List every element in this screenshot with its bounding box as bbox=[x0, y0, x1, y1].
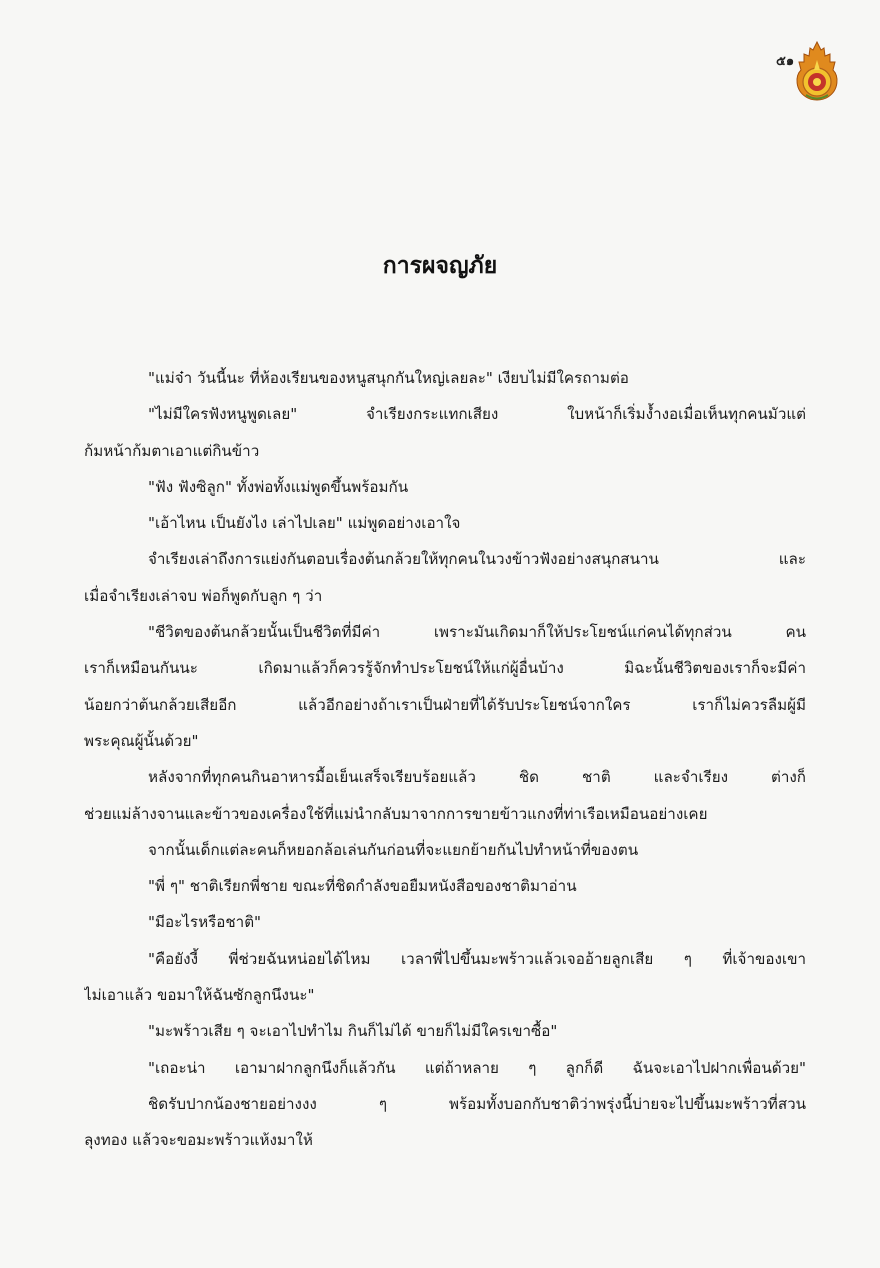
text-line: "แม่จ๋า วันนี้นะ ที่ห้องเรียนของหนูสนุกกันใหญ่เลยละ" เงียบไม่มีใครถามต่อ bbox=[148, 369, 629, 387]
text-line: จำเรียงเล่าถึงการแย่งกันตอบเรื่องต้นกล้วยให้ทุกคนในวงข้าวฟังอย่างสนุกสนาน และ bbox=[148, 550, 806, 569]
text-line: "พี่ ๆ" ชาติเรียกพี่ชาย ขณะที่ชิดกำลังขอยืมหนังสือของชาติมาอ่าน bbox=[148, 877, 577, 896]
text-line: "ชีวิตของต้นกล้วยนั้นเป็นชีวิตที่มีค่า เพราะมันเกิดมาก็ให้ประโยชน์แก่คนได้ทุกส่วน คน bbox=[148, 623, 806, 642]
text-line: "ฟัง ฟังซิลูก" ทั้งพ่อทั้งแม่พูดขึ้นพร้อมกัน bbox=[148, 477, 409, 496]
text-line: "มีอะไรหรือชาติ" bbox=[148, 913, 262, 932]
text-line: "มะพร้าวเสีย ๆ จะเอาไปทำไม กินก็ไม่ได้ ขายก็ไม่มีใครเขาซื้อ" bbox=[148, 1022, 558, 1041]
text-line: ชิดรับปากน้องชายอย่างงง ๆ พร้อมทั้งบอกกับชาติว่าพรุ่งนี้บ่ายจะไปขึ้นมะพร้าวที่สวน bbox=[148, 1094, 806, 1113]
text-line: ก้มหน้าก้มตาเอาแต่กินข้าว bbox=[84, 441, 260, 460]
text-line: จากนั้นเด็กแต่ละคนก็หยอกล้อเล่นกันก่อนที่จะแยกย้ายกันไปทำหน้าที่ของตน bbox=[148, 840, 639, 859]
text-line: พระคุณผู้นั้นด้วย" bbox=[84, 731, 199, 750]
page-title: การผจญภัย bbox=[382, 253, 498, 279]
text-line: "คือยังงี้ พี่ช่วยฉันหน่อยได้ไหม เวลาพี่ไปขึ้นมะพร้าวแล้วเจออ้ายลูกเสีย ๆ ที่เจ้าของเขา bbox=[148, 949, 806, 968]
school-emblem bbox=[794, 40, 840, 102]
text-line: "เอ้าไหน เป็นยังไง เล่าไปเลย" แม่พูดอย่างเอาใจ bbox=[148, 514, 461, 533]
text-line: น้อยกว่าต้นกล้วยเสียอีก แล้วอีกอย่างถ้าเราเป็นฝ่ายที่ได้รับประโยชน์จากใคร เราก็ไม่ควรลืมผู้มี bbox=[84, 695, 806, 714]
text-line: เราก็เหมือนกันนะ เกิดมาแล้วก็ควรรู้จักทำประโยชน์ให้แก่ผู้อื่นบ้าง มิฉะนั้นชีวิตของเราก็จะมีค่า bbox=[84, 659, 806, 678]
text-line: เมื่อจำเรียงเล่าจบ พ่อก็พูดกับลูก ๆ ว่า bbox=[84, 586, 323, 605]
text-line: ช่วยแม่ล้างจานและข้าวของเครื่องใช้ที่แม่นำกลับมาจากการขายข้าวแกงที่ท่าเรือเหมือนอย่างเคย bbox=[84, 804, 708, 823]
text-line: หลังจากที่ทุกคนกินอาหารมื้อเย็นเสร็จเรียบร้อยแล้ว ชิด ชาติ และจำเรียง ต่างก็ bbox=[148, 768, 806, 787]
story-body bbox=[84, 360, 806, 1159]
text-line: "ไม่มีใครฟังหนูพูดเลย" จำเรียงกระแทกเสียง ใบหน้าก็เริ่มง้ำงอเมื่อเห็นทุกคนมัวแต่ bbox=[148, 405, 806, 424]
text-line: "เถอะน่า เอามาฝากลูกนึงก็แล้วกัน แต่ถ้าหลาย ๆ ลูกก็ดี ฉันจะเอาไปฝากเพื่อนด้วย" bbox=[148, 1058, 806, 1077]
text-line: ไม่เอาแล้ว ขอมาให้ฉันซักลูกนึงนะ" bbox=[84, 986, 315, 1005]
text-line: ลุงทอง แล้วจะขอมะพร้าวแห้งมาให้ bbox=[84, 1131, 313, 1150]
page-number: ๕๑ bbox=[776, 54, 795, 69]
